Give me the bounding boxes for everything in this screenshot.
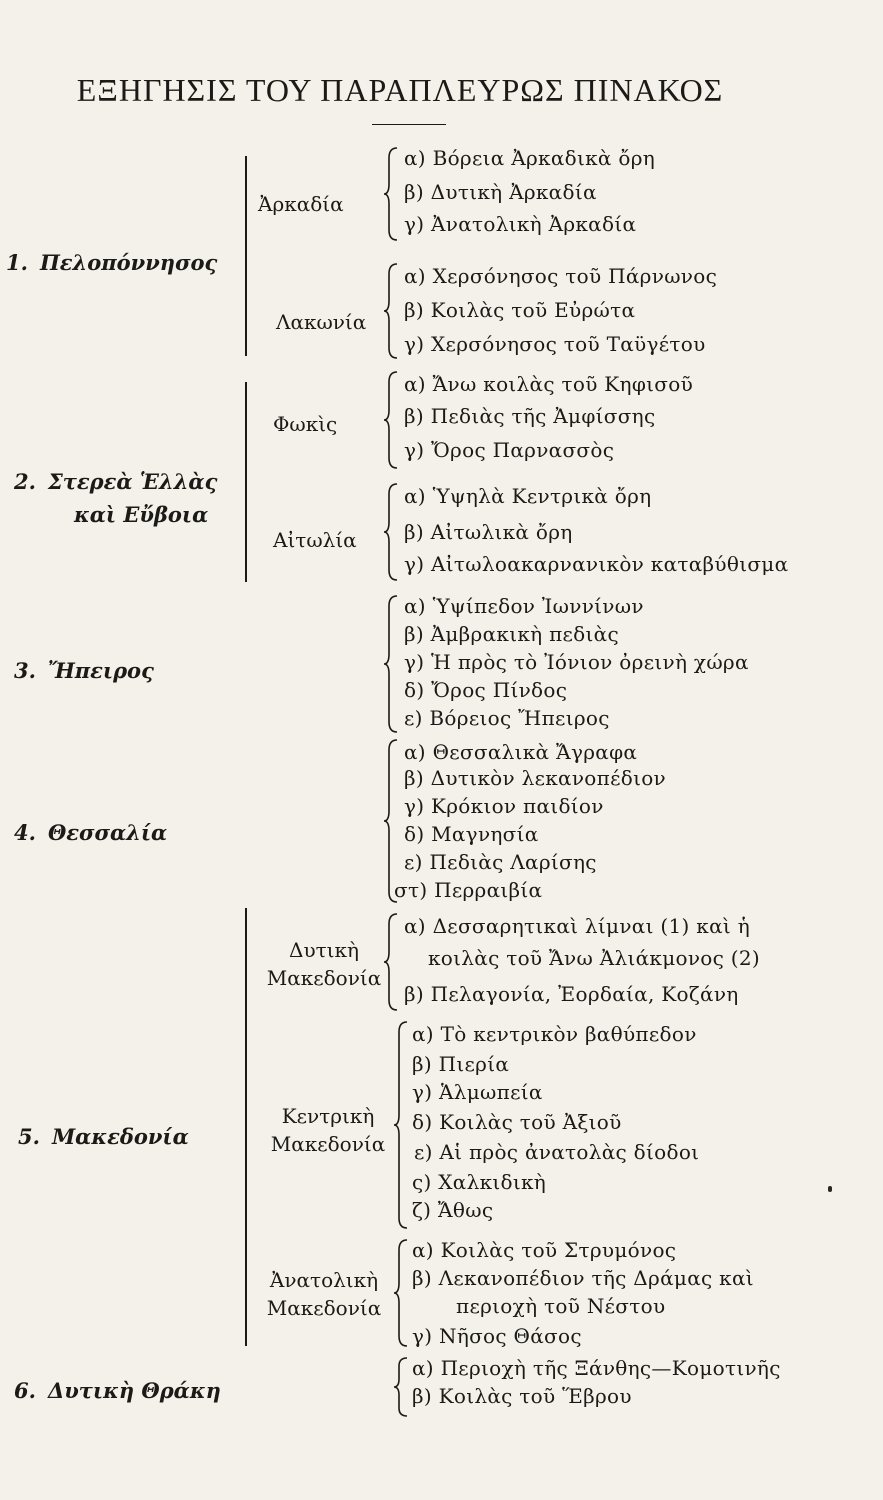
list-item: ε) Βόρειος Ἤπειρος bbox=[404, 706, 610, 730]
region-bracket-line bbox=[245, 382, 247, 582]
region-name: Ἤπειρος bbox=[47, 658, 154, 683]
brace-aetolia bbox=[383, 482, 401, 582]
list-item: α) Δεσσαρητικαὶ λίμναι (1) καὶ ἡ bbox=[404, 914, 750, 938]
brace-arcadia bbox=[383, 146, 401, 242]
list-item: α) Περιοχὴ τῆς Ξάνθης—Κομοτινῆς bbox=[412, 1356, 781, 1380]
region-name: Δυτικὴ Θράκη bbox=[47, 1378, 221, 1403]
list-item: β) Κοιλὰς τοῦ Ἕβρου bbox=[412, 1384, 632, 1408]
list-item: ε) Αἱ πρὸς ἀνατολὰς δίοδοι bbox=[414, 1140, 700, 1164]
list-item: γ) Ὄρος Παρνασσὸς bbox=[404, 438, 615, 462]
region-western-thrace bbox=[14, 1374, 221, 1408]
region-sterea-ellada-line2: καὶ Εὔβοια bbox=[74, 502, 209, 527]
list-item: γ) Ἀνατολικὴ Ἀρκαδία bbox=[404, 212, 637, 236]
list-item: δ) Κοιλὰς τοῦ Ἀξιοῦ bbox=[412, 1110, 622, 1134]
brace-west-macedonia bbox=[383, 912, 401, 1012]
list-item: α) Κοιλὰς τοῦ Στρυμόνος bbox=[412, 1238, 677, 1262]
subregion-line1: Κεντρικὴ bbox=[281, 1104, 375, 1128]
region-number: 3. bbox=[14, 658, 36, 683]
subregion-line1: Δυτικὴ bbox=[289, 938, 359, 962]
list-item: γ) Αἰτωλοακαρνανικὸν καταβύθισμα bbox=[404, 552, 789, 576]
list-item: β) Δυτικὸν λεκανοπέδιον bbox=[404, 766, 667, 790]
subregion-line2: Μακεδονία bbox=[266, 1296, 382, 1320]
list-item: ς) Χαλκιδικὴ bbox=[412, 1170, 547, 1194]
title-underline bbox=[372, 124, 446, 125]
list-item: α) Ὑψηλὰ Κεντρικὰ ὄρη bbox=[404, 484, 652, 508]
ink-speck bbox=[828, 1186, 832, 1192]
list-item: γ) Χερσόνησος τοῦ Ταϋγέτου bbox=[404, 332, 706, 356]
list-item: α) Ἄνω κοιλὰς τοῦ Κηφισοῦ bbox=[404, 372, 694, 396]
region-bracket-line bbox=[245, 156, 247, 356]
subregion-line1: Ἀνατολικὴ bbox=[269, 1268, 379, 1292]
brace-central-macedonia bbox=[393, 1020, 411, 1230]
brace-phocis bbox=[383, 370, 401, 470]
brace-epirus bbox=[383, 594, 401, 734]
list-item: β) Πεδιὰς τῆς Ἀμφίσσης bbox=[404, 404, 656, 428]
region-sterea-ellada bbox=[14, 465, 217, 499]
region-name-line1: Στερεὰ Ἑλλὰς bbox=[47, 469, 218, 494]
region-macedonia bbox=[18, 1120, 189, 1154]
list-item: β) Πελαγονία, Ἐορδαία, Κοζάνη bbox=[404, 982, 739, 1006]
list-item: β) Αἰτωλικὰ ὄρη bbox=[404, 520, 573, 544]
list-item: β) Κοιλὰς τοῦ Εὐρώτα bbox=[404, 298, 636, 322]
list-item: β) Ἀμβρακικὴ πεδιὰς bbox=[404, 622, 619, 646]
list-item: β) Πιερία bbox=[412, 1052, 510, 1076]
subregion-arcadia: Ἀρκαδία bbox=[258, 192, 344, 216]
brace-laconia bbox=[383, 262, 401, 360]
list-item: περιοχὴ τοῦ Νέστου bbox=[456, 1294, 666, 1318]
region-bracket-line bbox=[245, 908, 247, 1346]
region-epirus bbox=[14, 654, 154, 688]
bleed-through-text bbox=[150, 200, 161, 240]
list-item: γ) Κρόκιον παιδίον bbox=[404, 794, 604, 818]
subregion-central-macedonia bbox=[266, 1102, 390, 1158]
list-item: στ) Περραιβία bbox=[394, 878, 543, 902]
region-number: 1. bbox=[6, 250, 28, 275]
subregion-east-macedonia bbox=[262, 1266, 386, 1322]
subregion-laconia: Λακωνία bbox=[276, 310, 367, 334]
subregion-west-macedonia bbox=[262, 936, 386, 992]
list-item: ζ) Ἄθως bbox=[412, 1198, 494, 1222]
region-number: 5. bbox=[18, 1124, 40, 1149]
subregion-phocis: Φωκὶς bbox=[273, 412, 338, 436]
list-item: α) Τὸ κεντρικὸν βαθύπεδον bbox=[412, 1022, 697, 1046]
list-item: α) Βόρεια Ἀρκαδικὰ ὄρη bbox=[404, 146, 656, 170]
list-item: α) Χερσόνησος τοῦ Πάρνωνος bbox=[404, 264, 718, 288]
region-name: Μακεδονία bbox=[51, 1124, 189, 1149]
list-item: δ) Ὄρος Πίνδος bbox=[404, 678, 568, 702]
page-title: ΕΞΗΓΗΣΙΣ ΤΟΥ ΠΑΡΑΠΛΕΥΡΩΣ ΠΙΝΑΚΟΣ bbox=[76, 72, 724, 108]
list-item: δ) Μαγνησία bbox=[404, 822, 539, 846]
list-item: β) Λεκανοπέδιον τῆς Δράμας καὶ bbox=[412, 1266, 754, 1290]
brace-western-thrace bbox=[393, 1356, 411, 1418]
subregion-aetolia: Αἰτωλία bbox=[273, 528, 357, 552]
list-item: α) Ὑψίπεδον Ἰωννίνων bbox=[404, 594, 644, 618]
list-item: κοιλὰς τοῦ Ἄνω Ἀλιάκμονος (2) bbox=[428, 946, 761, 970]
list-item: α) Θεσσαλικὰ Ἄγραφα bbox=[404, 740, 638, 764]
region-number: 2. bbox=[14, 469, 36, 494]
list-item: γ) Ἁλμωπεία bbox=[412, 1080, 543, 1104]
region-name: Πελοπόννησος bbox=[39, 250, 218, 275]
brace-east-macedonia bbox=[393, 1238, 411, 1348]
region-name: Θεσσαλία bbox=[47, 820, 168, 845]
region-number: 4. bbox=[14, 820, 36, 845]
subregion-line2: Μακεδονία bbox=[270, 1132, 386, 1156]
region-number: 6. bbox=[14, 1378, 36, 1403]
subregion-line2: Μακεδονία bbox=[266, 966, 382, 990]
list-item: γ) Νῆσος Θάσος bbox=[412, 1324, 582, 1348]
region-thessaly bbox=[14, 816, 167, 850]
list-item: ε) Πεδιὰς Λαρίσης bbox=[404, 850, 597, 874]
region-peloponnese bbox=[6, 246, 217, 280]
list-item: β) Δυτικὴ Ἀρκαδία bbox=[404, 180, 597, 204]
list-item: γ) Ἡ πρὸς τὸ Ἰόνιον ὀρεινὴ χώρα bbox=[404, 650, 749, 674]
